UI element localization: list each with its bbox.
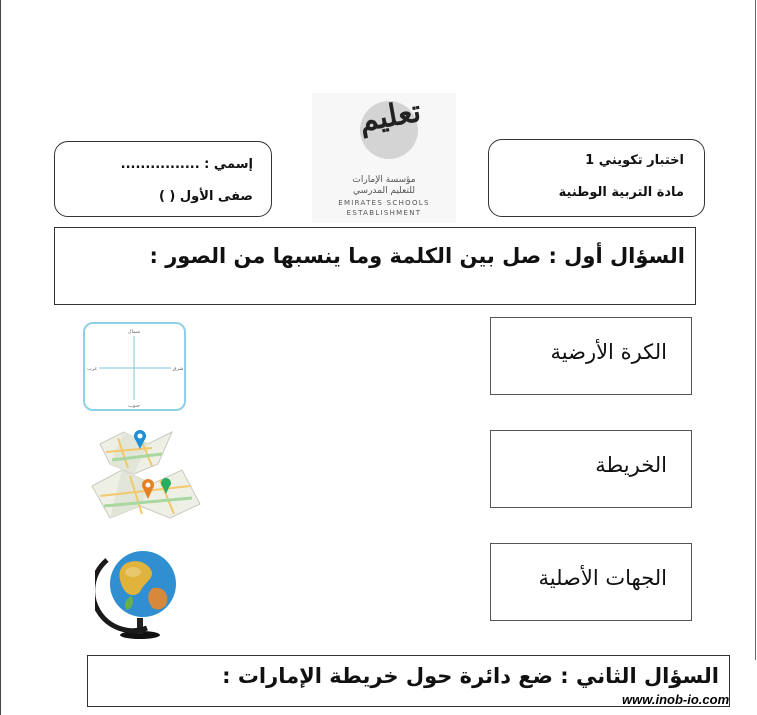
test-title: اختبار تكويني 1 xyxy=(585,153,684,168)
globe-image[interactable] xyxy=(95,540,185,640)
student-info-box xyxy=(54,141,272,217)
word-box-map[interactable] xyxy=(490,430,692,508)
folded-map-icon xyxy=(82,422,209,522)
subject-label: مادة التربية الوطنية xyxy=(558,185,684,200)
logo-english-line1: EMIRATES SCHOOLS xyxy=(338,199,430,207)
compass-east-label: شرق xyxy=(172,366,184,372)
page-left-border xyxy=(0,0,1,715)
logo-english-line2: ESTABLISHMENT xyxy=(346,209,422,217)
question1-box xyxy=(54,227,696,305)
compass-west-label: غرب xyxy=(86,366,98,372)
word-box-directions[interactable] xyxy=(490,543,692,621)
site-watermark: www.inob-io.com xyxy=(622,692,730,707)
question1-title: السؤال أول : صل بين الكلمة وما ينسبها من الصور : xyxy=(149,244,685,268)
question2-title: السؤال الثاني : ضع دائرة حول خريطة الإمارات : xyxy=(222,664,719,688)
emirates-schools-logo xyxy=(312,93,456,223)
compass-cross-icon xyxy=(85,324,184,409)
globe-icon xyxy=(95,540,185,640)
page-right-border xyxy=(755,0,756,660)
compass-directions-image[interactable] xyxy=(83,322,186,411)
name-field[interactable]: إسمي : ................ xyxy=(120,157,253,172)
logo-arabic-line2: للتعليم المدرسي xyxy=(353,186,415,196)
class-field[interactable]: صفى الأول ( ) xyxy=(158,189,253,204)
logo-arabic-line1: مؤسسة الإمارات xyxy=(352,175,416,185)
word-globe: الكرة الأرضية xyxy=(550,340,667,364)
compass-south-label: جنوب xyxy=(128,403,140,409)
compass-north-label: شمال xyxy=(127,329,141,335)
folded-map-image[interactable] xyxy=(82,422,209,522)
word-map: الخريطة xyxy=(595,453,667,477)
test-info-box xyxy=(488,139,705,217)
word-box-globe[interactable] xyxy=(490,317,692,395)
word-directions: الجهات الأصلية xyxy=(538,566,667,590)
logo-mark: تعليم xyxy=(356,93,424,140)
